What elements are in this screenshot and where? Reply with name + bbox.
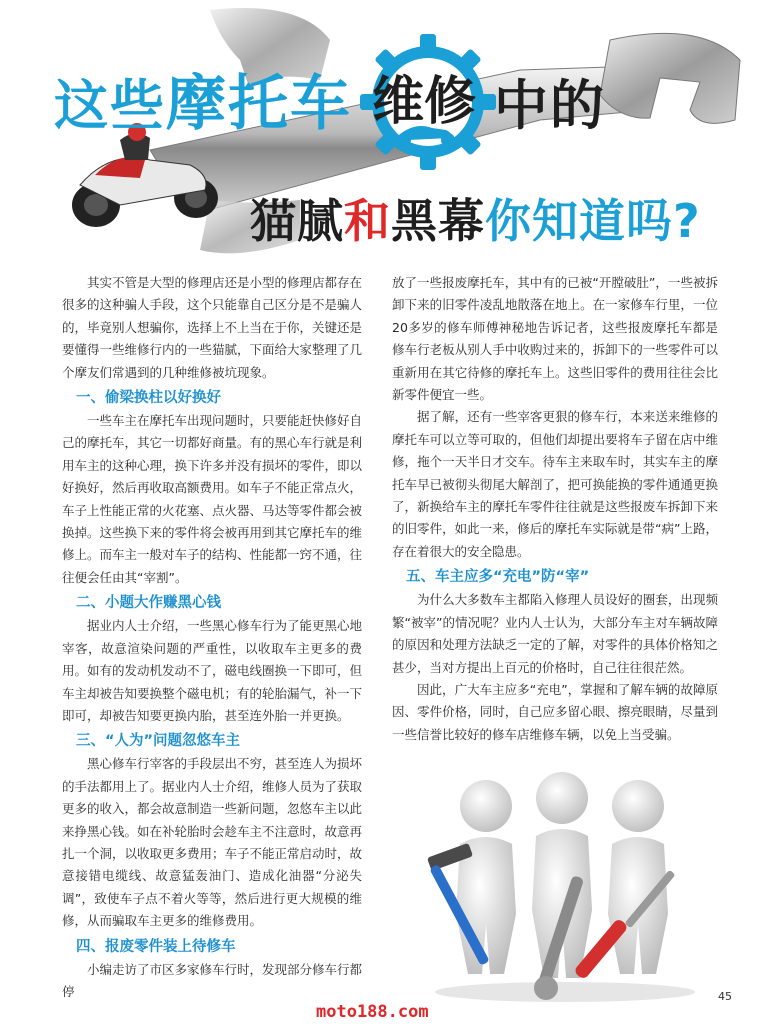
title-line-2 bbox=[250, 193, 701, 249]
three-figures-with-tools-illustration bbox=[424, 764, 706, 1004]
section-heading-4: 四、报废零件装上待修车 bbox=[76, 938, 236, 955]
title-line2-c: 黑幕 bbox=[391, 194, 485, 248]
section-heading-3: 三、“人为”问题忽悠车主 bbox=[76, 733, 241, 750]
title-line-1 bbox=[54, 69, 606, 139]
section-paragraph-6: 因此，广大车主应多“充电”，掌握和了解车辆的故障原因、零件价格，同时，自己应多留心眼、擦亮眼睛，尽量到一些信誉比较好的修车店维修车辆，以免上当受骗。 bbox=[392, 681, 718, 742]
section-paragraph-4: 小编走访了市区多家修车行时，发现部分修车行都停 bbox=[62, 961, 363, 999]
title-part-3: 维修 bbox=[372, 72, 477, 132]
section-heading-1: 一、偷梁换柱以好换好 bbox=[76, 390, 221, 407]
section-paragraph-4-second: 据了解，还有一些宰客更狠的修车行，本来送来维修的摩托车可以立等可取的，但他们却提出要将车子留在店中维修，拖个一天半日才交车。待车主来取车时，其实车主的摩托车早已被彻头彻尾大解剖了，把可换能换的零件通通更换了，新换给车主的摩托车零件往往就是这些报废车拆卸下来的旧零件，如此一来，修后的摩托车实际就是带“病”上路，存在着很大的安全隐患。 bbox=[392, 409, 718, 559]
section-paragraph-2: 据业内人士介绍，一些黑心修车行为了能更黑心地宰客，故意渲染问题的严重性，以收取车主更多的费用。如有的发动机发动不了，磁电线圈换一下即可，但车主却被告知要换整个磁电机；有的轮胎漏气，补一下即可，却被告知要更换内胎，甚至连外胎一并更换。 bbox=[62, 618, 363, 723]
title-line2-d: 你知道吗? bbox=[485, 194, 701, 248]
section-heading-5: 五、车主应多“充电”防“宰” bbox=[406, 569, 590, 586]
title-part-4: 中的 bbox=[494, 74, 606, 137]
title-line2-b: 和 bbox=[344, 194, 391, 248]
section-heading-2: 二、小题大作赚黑心钱 bbox=[76, 595, 221, 612]
title-line2-a: 猫腻 bbox=[250, 194, 344, 248]
page-number: 45 bbox=[718, 990, 732, 1003]
article-column-left bbox=[62, 272, 362, 1003]
article-column-right bbox=[392, 272, 718, 746]
section-paragraph-1: 一些车主在摩托车出现问题时，只要能赶快修好自己的摩托车，其它一切都好商量。有的黑心车行就是利用车主的这种心理，换下许多并没有损坏的零件，即以好换好，然后再收取高额费用。如车子不能正常点火，车子上性能正常的火花塞、点火器、马达等零件都会被换掉。这些换下来的零件将会被再用到其它摩托车的维修上。而车主一般对车子的结构、性能都一窍不通，往往便会任由其“宰割”。 bbox=[62, 413, 363, 585]
title-part-1: 这些 bbox=[54, 74, 166, 137]
intro-paragraph: 其实不管是大型的修理店还是小型的修理店都存在很多的这种骗人手段，这个只能靠自己区分是不是骗人的，毕竟别人想骗你，选择上不上当在于你，关键还是要懂得一些维修行内的一些猫腻，下面给大家整理了几个摩友们常遇到的几种维修被坑现象。 bbox=[62, 275, 363, 380]
site-url[interactable]: moto188.com bbox=[316, 1002, 429, 1022]
hero-banner bbox=[0, 0, 766, 268]
section-paragraph-3: 黑心修车行宰客的手段层出不穷，甚至连人为损坏的手法都用上了。据业内人士介绍，维修人员为了获取更多的收入，都会故意制造一些新问题，忽悠车主以此来挣黑心钱。如在补轮胎时会趁车主不注意时，故意再扎一个洞，以收取更多费用；车子不能正常启动时，故意接错电缆线、故意猛轰油门、造成化油器“分泌失调”，致使车子点不着火等等，然后进行更大规模的维修，从而骗取车主更多的维修费用。 bbox=[62, 756, 363, 929]
section-paragraph-4-cont: 放了一些报废摩托车，其中有的已被“开膛破肚”，一些被拆卸下来的旧零件凌乱地散落在地上。在一家修车行里，一位20多岁的修车师傅神秘地告诉记者，这些报废摩托车都是修车行老板从别人手中收购过来的，拆卸下的一些零件可以重新用在其它待修的摩托车上。这些旧零件的费用往往会比新零件便宜一些。 bbox=[392, 275, 718, 403]
title-part-2: 摩托车 bbox=[166, 69, 352, 139]
section-paragraph-5: 为什么大多数车主都陷入修理人员设好的圈套，出现频繁“被宰”的情况呢？业内人士认为，大部分车主对车辆故障的原因和处理方法缺乏一定的了解，对零件的具体价格知之甚少，当对方提出上百元的价格时，自己往往很茫然。 bbox=[392, 592, 718, 675]
